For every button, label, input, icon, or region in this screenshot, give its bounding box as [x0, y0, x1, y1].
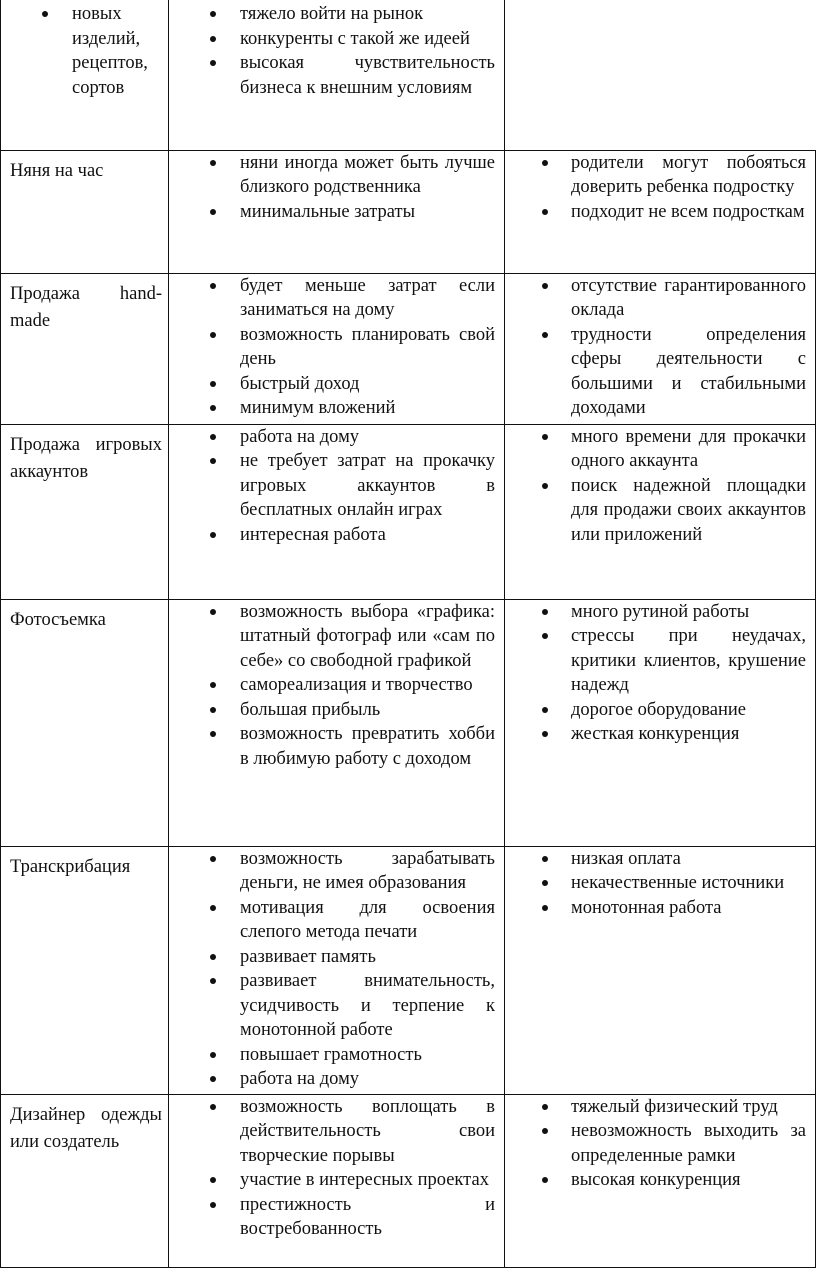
- pros-cell: [169, 1094, 505, 1267]
- list-item: подходит не всем подросткам: [505, 200, 815, 225]
- bullet-icon: [210, 682, 216, 688]
- table-row: [1, 846, 816, 1094]
- pros-cell: [169, 273, 505, 424]
- cons-cell: [505, 846, 816, 1094]
- list-item: интересная работа: [169, 523, 504, 548]
- bullet-icon: [210, 1076, 216, 1082]
- bullet-icon: [542, 1177, 548, 1183]
- list-item: низкая оплата: [505, 847, 815, 872]
- bullet-icon: [542, 332, 548, 338]
- bullet-icon: [542, 856, 548, 862]
- list-item: родители могут побояться доверить ребенка подростку: [505, 151, 815, 200]
- business-name-cell: Няня на час: [1, 150, 169, 273]
- pros-cell: [169, 846, 505, 1094]
- cons-cell: [505, 424, 816, 599]
- bullet-icon: [542, 1128, 548, 1134]
- bullet-icon: [542, 633, 548, 639]
- table-row: [1, 273, 816, 424]
- list-item: невозможность выходить за определенные рамки: [505, 1119, 815, 1168]
- list-item: будет меньше затрат если заниматься на дому: [169, 274, 504, 323]
- bullet-icon: [210, 532, 216, 538]
- cons-cell: [505, 273, 816, 424]
- bullet-icon: [210, 11, 216, 17]
- bullet-icon: [42, 11, 48, 17]
- bullet-icon: [210, 707, 216, 713]
- pros-cell: [169, 599, 505, 846]
- list-item: развивает память: [169, 945, 504, 970]
- list-item: большая прибыль: [169, 698, 504, 723]
- list-item: стрессы при неудачах, критики клиентов, крушение надежд: [505, 624, 815, 698]
- bullet-icon: [210, 209, 216, 215]
- bullet-icon: [542, 905, 548, 911]
- table-row: [1, 1094, 816, 1267]
- list-item: повышает грамотность: [169, 1043, 504, 1068]
- bullet-icon: [542, 283, 548, 289]
- list-item: минимум вложений: [169, 396, 504, 421]
- cons-cell: [505, 599, 816, 846]
- table-row: [1, 424, 816, 599]
- bullet-icon: [210, 332, 216, 338]
- list-item: возможность выбора «графика: штатный фотограф или «сам по себе» со свободной графикой: [169, 600, 504, 674]
- list-item: некачественные источники: [505, 871, 815, 896]
- table-row: [1, 599, 816, 846]
- list-item: конкуренты с такой же идеей: [169, 27, 504, 52]
- bullet-icon: [210, 458, 216, 464]
- list-item: дорогое оборудование: [505, 698, 815, 723]
- list-item: возможность воплощать в действительность свои творческие порывы: [169, 1095, 504, 1169]
- bullet-icon: [542, 160, 548, 166]
- list-item: участие в интересных проектах: [169, 1168, 504, 1193]
- bullet-icon: [542, 1104, 548, 1110]
- bullet-icon: [210, 905, 216, 911]
- bullet-icon: [210, 978, 216, 984]
- bullet-icon: [210, 1177, 216, 1183]
- bullet-icon: [542, 209, 548, 215]
- list-item: возможность планировать свой день: [169, 323, 504, 372]
- list-item: работа на дому: [169, 1067, 504, 1092]
- bullet-icon: [542, 483, 548, 489]
- list-item: возможность превратить хобби в любимую работу с доходом: [169, 722, 504, 771]
- list-item: много рутиной работы: [505, 600, 815, 625]
- list-item: тяжелый физический труд: [505, 1095, 815, 1120]
- bullet-icon: [210, 381, 216, 387]
- list-item: много времени для прокачки одного аккаунта: [505, 425, 815, 474]
- list-item: отсутствие гарантированного оклада: [505, 274, 815, 323]
- bullet-icon: [210, 954, 216, 960]
- bullet-icon: [210, 609, 216, 615]
- bullet-icon: [210, 1202, 216, 1208]
- business-name-cell: Транскрибация: [1, 846, 169, 1094]
- bullet-icon: [210, 1104, 216, 1110]
- list-item: мотивация для освоения слепого метода печати: [169, 896, 504, 945]
- table-row: [1, 0, 816, 150]
- list-item: трудности определения сферы деятельности с большими и стабильными доходами: [505, 323, 815, 421]
- business-name-cell: [1, 0, 169, 150]
- bullet-icon: [210, 731, 216, 737]
- bullet-icon: [542, 731, 548, 737]
- list-item: новых изделий, рецептов, сортов: [1, 2, 168, 100]
- list-item: жесткая конкуренция: [505, 722, 815, 747]
- bullet-icon: [210, 60, 216, 66]
- list-item: высокая конкуренция: [505, 1168, 815, 1193]
- bullet-icon: [210, 160, 216, 166]
- list-item: няни иногда может быть лучше близкого родственника: [169, 151, 504, 200]
- table-row: [1, 150, 816, 273]
- pros-cell: [169, 424, 505, 599]
- cons-cell: [505, 150, 816, 273]
- list-item: престижность и востребованность: [169, 1193, 504, 1242]
- business-name-cell: Фотосъемка: [1, 599, 169, 846]
- list-item: поиск надежной площадки для продажи своих аккаунтов или приложений: [505, 474, 815, 548]
- bullet-icon: [210, 405, 216, 411]
- pros-cell: [169, 150, 505, 273]
- pros-cell: [169, 0, 505, 150]
- list-item: работа на дому: [169, 425, 504, 450]
- bullet-icon: [210, 434, 216, 440]
- list-item: самореализация и творчество: [169, 673, 504, 698]
- bullet-icon: [210, 856, 216, 862]
- list-item: быстрый доход: [169, 372, 504, 397]
- bullet-icon: [210, 1052, 216, 1058]
- business-name-cell: Продажа игровых аккаунтов: [1, 424, 169, 599]
- business-name-cell: Дизайнер одежды или создатель: [1, 1094, 169, 1267]
- list-item: возможность зарабатывать деньги, не имея образования: [169, 847, 504, 896]
- list-item: минимальные затраты: [169, 200, 504, 225]
- empty-cell: [505, 0, 816, 150]
- bullet-icon: [542, 609, 548, 615]
- list-item: монотонная работа: [505, 896, 815, 921]
- list-item: развивает внимательность, усидчивость и терпение к монотонной работе: [169, 969, 504, 1043]
- list-item: высокая чувствительность бизнеса к внешним условиям: [169, 51, 504, 100]
- list-item: тяжело войти на рынок: [169, 2, 504, 27]
- bullet-icon: [542, 707, 548, 713]
- list-item: не требует затрат на прокачку игровых аккаунтов в бесплатных онлайн играх: [169, 449, 504, 523]
- business-name-cell: Продажа hand-made: [1, 273, 169, 424]
- bullet-icon: [542, 880, 548, 886]
- bullet-icon: [210, 283, 216, 289]
- bullet-icon: [542, 434, 548, 440]
- cons-cell: [505, 1094, 816, 1267]
- bullet-icon: [210, 36, 216, 42]
